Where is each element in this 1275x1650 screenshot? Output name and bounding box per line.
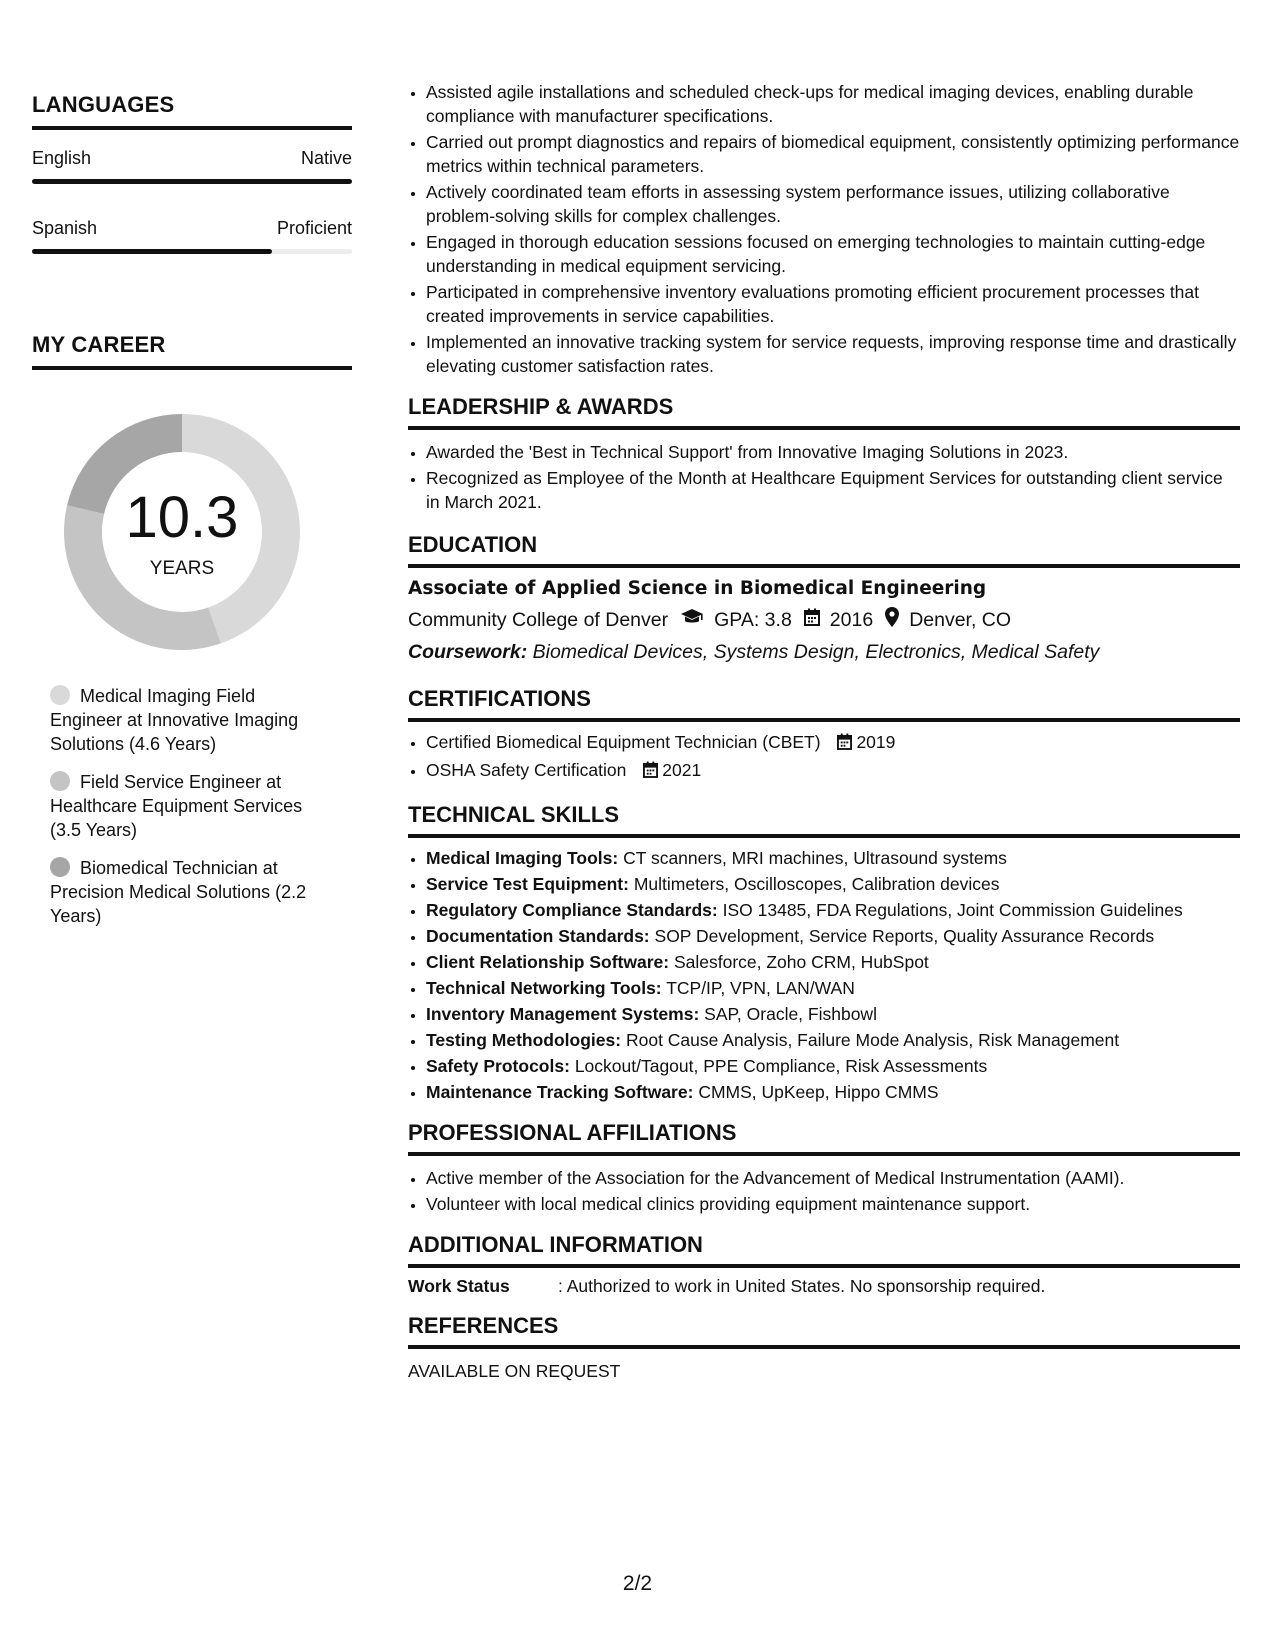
skill-value: Multimeters, Oscilloscopes, Calibration devices (633, 874, 1000, 894)
skill-item (426, 924, 1240, 948)
award-item: • Awarded the 'Best in Technical Support' from Innovative Imaging Solutions in 2023. (426, 440, 1240, 464)
gpa: GPA: 3.8 (714, 608, 792, 631)
certifications-list (408, 730, 1240, 784)
left-column (32, 92, 352, 942)
affiliations-heading: PROFESSIONAL AFFILIATIONS (408, 1120, 1240, 1156)
career-legend-item (50, 684, 325, 756)
career-heading: MY CAREER (32, 332, 352, 370)
awards-heading: LEADERSHIP & AWARDS (408, 394, 1240, 430)
skill-label: Client Relationship Software: (426, 952, 670, 972)
skill-label: Service Test Equipment: (426, 874, 629, 894)
career-legend-item (50, 770, 325, 842)
language-proficiency-bar (32, 179, 352, 184)
awards-list (408, 440, 1240, 514)
page-number: 2/2 (622, 1572, 653, 1595)
skill-item (426, 1054, 1240, 1078)
work-status-row (408, 1276, 1240, 1297)
career-legend (50, 684, 352, 928)
career-role-text: Biomedical Technician at Precision Medical Solutions (2.2 Years) (50, 858, 307, 926)
skill-value: Salesforce, Zoho CRM, HubSpot (673, 952, 929, 972)
skill-item (426, 1028, 1240, 1052)
skill-label: Inventory Management Systems: (426, 1004, 700, 1024)
right-column (408, 80, 1240, 1382)
certification-item (426, 730, 1240, 756)
affiliation-item: • Active member of the Association for the Advancement of Medical Instrumentation (AAMI). (426, 1166, 1240, 1190)
skill-label: Regulatory Compliance Standards: (426, 900, 718, 920)
references-heading: REFERENCES (408, 1313, 1240, 1349)
affiliation-item: • Volunteer with local medical clinics providing equipment maintenance support. (426, 1192, 1240, 1216)
work-status-label: Work Status (408, 1276, 510, 1296)
skill-label: Maintenance Tracking Software: (426, 1082, 694, 1102)
career-role-text: Field Service Engineer at Healthcare Equipment Services (3.5 Years) (50, 772, 303, 840)
skill-value: SOP Development, Service Reports, Quality Assurance Records (654, 926, 1155, 946)
languages-heading: LANGUAGES (32, 92, 352, 130)
language-name: English (32, 148, 92, 168)
skill-item (426, 846, 1240, 870)
skill-label: Technical Networking Tools: (426, 978, 662, 998)
additional-info-heading: ADDITIONAL INFORMATION (408, 1232, 1240, 1268)
skills-heading: TECHNICAL SKILLS (408, 802, 1240, 838)
skill-label: Safety Protocols: (426, 1056, 570, 1076)
experience-bullet: • Participated in comprehensive inventory evaluations promoting efficient procurement processes that created improvements in service capabilities. (426, 280, 1240, 328)
graduation-cap-icon (680, 608, 704, 632)
skills-list (408, 846, 1240, 1104)
skill-item (426, 1002, 1240, 1026)
skill-label: Testing Methodologies: (426, 1030, 622, 1050)
legend-dot-icon (50, 857, 70, 877)
references-text: AVAILABLE ON REQUEST (408, 1361, 621, 1381)
skill-value: Lockout/Tagout, PPE Compliance, Risk Assessments (574, 1056, 988, 1076)
certification-year (837, 732, 895, 752)
legend-dot-icon (50, 685, 70, 705)
career-donut-chart (62, 412, 302, 652)
career-total-years: 10.3 (125, 485, 239, 550)
calendar-icon (837, 732, 852, 756)
skill-value: TCP/IP, VPN, LAN/WAN (666, 978, 855, 998)
education-meta (408, 607, 1240, 633)
language-level: Proficient (276, 218, 352, 238)
experience-bullets (408, 80, 1240, 378)
skill-value: ISO 13485, FDA Regulations, Joint Commission Guidelines (722, 900, 1183, 920)
skill-value: CMMS, UpKeep, Hippo CMMS (698, 1082, 939, 1102)
career-role-text: Medical Imaging Field Engineer at Innovative Imaging Solutions (4.6 Years) (50, 686, 299, 754)
coursework (408, 641, 1240, 664)
experience-bullet: • Carried out prompt diagnostics and repairs of biomedical equipment, consistently optimizing performance metrics within technical parameters. (426, 130, 1240, 178)
affiliations-list (408, 1166, 1240, 1216)
certifications-heading: CERTIFICATIONS (408, 686, 1240, 722)
experience-bullet: • Actively coordinated team efforts in assessing system performance issues, utilizing collaborative problem-solving skills for complex challenges. (426, 180, 1240, 228)
school-name: Community College of Denver (408, 608, 669, 631)
skill-item (426, 872, 1240, 896)
language-proficiency-fill (32, 179, 352, 184)
education-heading: EDUCATION (408, 532, 1240, 568)
skill-item (426, 1080, 1240, 1104)
language-proficiency-bar (32, 249, 352, 254)
language-name: Spanish (32, 218, 98, 238)
award-item: • Recognized as Employee of the Month at Healthcare Equipment Services for outstanding client service in March 2021. (426, 466, 1240, 514)
language-level: Native (300, 148, 352, 168)
skill-label: Documentation Standards: (426, 926, 650, 946)
school-location: Denver, CO (909, 608, 1012, 631)
coursework-list: Biomedical Devices, Systems Design, Electronics, Medical Safety (532, 641, 1100, 663)
legend-dot-icon (50, 771, 70, 791)
work-status-value: : Authorized to work in United States. No sponsorship required. (558, 1276, 1046, 1296)
certification-year (643, 760, 701, 780)
graduation-year: 2016 (829, 608, 874, 631)
location-pin-icon (885, 607, 899, 633)
certification-item (426, 758, 1240, 784)
calendar-icon (804, 608, 820, 632)
certification-name: OSHA Safety Certification (426, 760, 627, 780)
skill-item (426, 950, 1240, 974)
certification-year-text: 2021 (662, 760, 702, 780)
skill-item (426, 898, 1240, 922)
coursework-label: Coursework: (408, 641, 528, 663)
skill-value: SAP, Oracle, Fishbowl (704, 1004, 877, 1024)
certification-name: Certified Biomedical Equipment Technician (CBET) (426, 732, 821, 752)
calendar-icon (643, 760, 658, 784)
skill-item (426, 976, 1240, 1000)
certification-year-text: 2019 (856, 732, 896, 752)
experience-bullet: • Implemented an innovative tracking system for service requests, improving response time and drastically elevating customer satisfaction rates. (426, 330, 1240, 378)
language-proficiency-fill (32, 249, 272, 254)
skill-value: Root Cause Analysis, Failure Mode Analysis, Risk Management (625, 1030, 1120, 1050)
degree-title: Associate of Applied Science in Biomedical Engineering (408, 578, 987, 599)
skill-value: CT scanners, MRI machines, Ultrasound systems (623, 848, 1007, 868)
experience-bullet: • Engaged in thorough education sessions focused on emerging technologies to maintain cutting-edge understanding in medical equipment servicing. (426, 230, 1240, 278)
language-item (32, 218, 352, 254)
skill-label: Medical Imaging Tools: (426, 848, 619, 868)
career-years-label: YEARS (149, 558, 215, 579)
experience-bullet: • Assisted agile installations and scheduled check-ups for medical imaging devices, enabling durable compliance with manufacturer specifications. (426, 80, 1240, 128)
language-item (32, 148, 352, 184)
career-legend-item (50, 856, 325, 928)
